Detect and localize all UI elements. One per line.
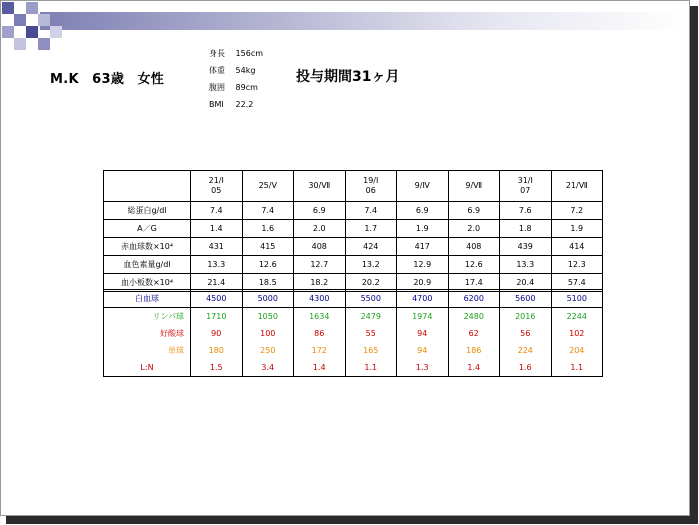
date-day: 31/Ⅰ: [517, 176, 533, 185]
vital-waist: [209, 79, 263, 96]
vital-value: 54kg: [235, 66, 256, 75]
date-day: 9/Ⅳ: [414, 181, 430, 190]
blood-row: [104, 256, 603, 274]
blood-table: [103, 170, 603, 292]
value-cell: 7.4: [242, 202, 294, 220]
value-cell: 1634: [294, 308, 346, 326]
value-cell: 57.4: [551, 274, 603, 292]
vital-label: 身長: [209, 49, 225, 58]
row-label: 白血球: [104, 290, 191, 308]
value-cell: 250: [242, 342, 294, 359]
value-cell: 424: [345, 238, 397, 256]
value-cell: 1.4: [294, 359, 346, 377]
value-cell: 408: [448, 238, 500, 256]
wbc-row: [104, 290, 603, 308]
date-year: 06: [365, 186, 376, 195]
value-cell: 56: [500, 325, 552, 342]
date-header-cell: [242, 171, 294, 202]
value-cell: 55: [345, 325, 397, 342]
value-cell: 20.4: [500, 274, 552, 292]
value-cell: 1.1: [345, 359, 397, 377]
value-cell: 165: [345, 342, 397, 359]
value-cell: 5000: [242, 290, 294, 308]
value-cell: 62: [448, 325, 500, 342]
date-header-cell: [345, 171, 397, 202]
date-header-row: [104, 171, 603, 202]
value-cell: 1050: [242, 308, 294, 326]
checker-decoration: [2, 2, 62, 50]
value-cell: 13.3: [500, 256, 552, 274]
value-cell: 1.9: [551, 220, 603, 238]
value-cell: 21.4: [191, 274, 243, 292]
date-day: 21/Ⅰ: [208, 176, 224, 185]
value-cell: 4500: [191, 290, 243, 308]
vital-weight: [209, 62, 263, 79]
value-cell: 439: [500, 238, 552, 256]
value-cell: 18.2: [294, 274, 346, 292]
value-cell: 94: [397, 342, 449, 359]
vital-label: BMI: [209, 100, 224, 109]
value-cell: 12.6: [242, 256, 294, 274]
value-cell: 415: [242, 238, 294, 256]
value-cell: 1.9: [397, 220, 449, 238]
value-cell: 7.4: [345, 202, 397, 220]
vital-label: 体重: [209, 66, 225, 75]
slide-shadow-bottom: [6, 516, 698, 524]
value-cell: 94: [397, 325, 449, 342]
value-cell: 90: [191, 325, 243, 342]
header-corner: [104, 171, 191, 202]
value-cell: 20.9: [397, 274, 449, 292]
value-cell: 20.2: [345, 274, 397, 292]
wbc-row: [104, 325, 603, 342]
date-day: 21/Ⅶ: [565, 181, 588, 190]
value-cell: 6.9: [397, 202, 449, 220]
value-cell: 224: [500, 342, 552, 359]
date-day: 30/Ⅶ: [308, 181, 331, 190]
value-cell: 7.2: [551, 202, 603, 220]
value-cell: 6.9: [448, 202, 500, 220]
value-cell: 1.7: [345, 220, 397, 238]
value-cell: 431: [191, 238, 243, 256]
blood-row: [104, 202, 603, 220]
vital-value: 22.2: [235, 100, 254, 109]
value-cell: 1.5: [191, 359, 243, 377]
value-cell: 1974: [397, 308, 449, 326]
row-label: L:N: [104, 359, 191, 377]
value-cell: 12.7: [294, 256, 346, 274]
value-cell: 6.9: [294, 202, 346, 220]
row-label: 総蛋白g/dl: [104, 202, 191, 220]
value-cell: 172: [294, 342, 346, 359]
vitals-list: [209, 45, 263, 113]
vital-value: 89cm: [235, 83, 258, 92]
value-cell: 7.4: [191, 202, 243, 220]
value-cell: 100: [242, 325, 294, 342]
value-cell: 1.4: [191, 220, 243, 238]
blood-row: [104, 238, 603, 256]
value-cell: 1710: [191, 308, 243, 326]
value-cell: 5500: [345, 290, 397, 308]
value-cell: 204: [551, 342, 603, 359]
vital-value: 156cm: [235, 49, 264, 58]
value-cell: 3.4: [242, 359, 294, 377]
value-cell: 1.6: [242, 220, 294, 238]
value-cell: 5600: [500, 290, 552, 308]
period-title: 投与期間31ヶ月: [296, 69, 400, 85]
row-label: 赤血球数×10⁴: [104, 238, 191, 256]
date-day: 9/Ⅶ: [465, 181, 483, 190]
row-label: A／G: [104, 220, 191, 238]
date-year: 05: [211, 186, 222, 195]
value-cell: 18.5: [242, 274, 294, 292]
date-day: 25/Ⅴ: [258, 181, 277, 190]
value-cell: 180: [191, 342, 243, 359]
value-cell: 13.3: [191, 256, 243, 274]
date-header-cell: [294, 171, 346, 202]
date-day: 19/Ⅰ: [363, 176, 379, 185]
value-cell: 4700: [397, 290, 449, 308]
value-cell: 2244: [551, 308, 603, 326]
slide-shadow-right: [690, 6, 698, 518]
row-label: 好酸球: [104, 325, 191, 342]
vital-bmi: [209, 96, 263, 113]
row-label: 血小板数×10⁴: [104, 274, 191, 292]
value-cell: 414: [551, 238, 603, 256]
title-gradient-bar: [40, 12, 686, 30]
value-cell: 2.0: [448, 220, 500, 238]
value-cell: 6200: [448, 290, 500, 308]
blood-row: [104, 220, 603, 238]
value-cell: 1.8: [500, 220, 552, 238]
value-cell: 408: [294, 238, 346, 256]
date-header-cell: [500, 171, 552, 202]
value-cell: 13.2: [345, 256, 397, 274]
date-header-cell: [448, 171, 500, 202]
value-cell: 1.3: [397, 359, 449, 377]
value-cell: 102: [551, 325, 603, 342]
value-cell: 417: [397, 238, 449, 256]
value-cell: 7.6: [500, 202, 552, 220]
vital-label: 腹囲: [209, 83, 225, 92]
wbc-row: [104, 308, 603, 326]
date-header-cell: [397, 171, 449, 202]
value-cell: 2016: [500, 308, 552, 326]
value-cell: 2480: [448, 308, 500, 326]
date-year: 07: [520, 186, 531, 195]
wbc-row: [104, 342, 603, 359]
wbc-table: [103, 289, 603, 377]
value-cell: 2.0: [294, 220, 346, 238]
value-cell: 1.6: [500, 359, 552, 377]
vital-height: [209, 45, 263, 62]
value-cell: 5100: [551, 290, 603, 308]
value-cell: 2479: [345, 308, 397, 326]
wbc-row: [104, 359, 603, 377]
value-cell: 186: [448, 342, 500, 359]
date-header-cell: [551, 171, 603, 202]
value-cell: 86: [294, 325, 346, 342]
value-cell: 17.4: [448, 274, 500, 292]
patient-label: M.K 63歳 女性: [50, 72, 165, 87]
value-cell: 12.3: [551, 256, 603, 274]
value-cell: 12.9: [397, 256, 449, 274]
row-label: 血色素量g/dl: [104, 256, 191, 274]
date-header-cell: [191, 171, 243, 202]
row-label: リンパ球: [104, 308, 191, 326]
value-cell: 1.4: [448, 359, 500, 377]
value-cell: 1.1: [551, 359, 603, 377]
value-cell: 4300: [294, 290, 346, 308]
value-cell: 12.6: [448, 256, 500, 274]
row-label: 単球: [104, 342, 191, 359]
